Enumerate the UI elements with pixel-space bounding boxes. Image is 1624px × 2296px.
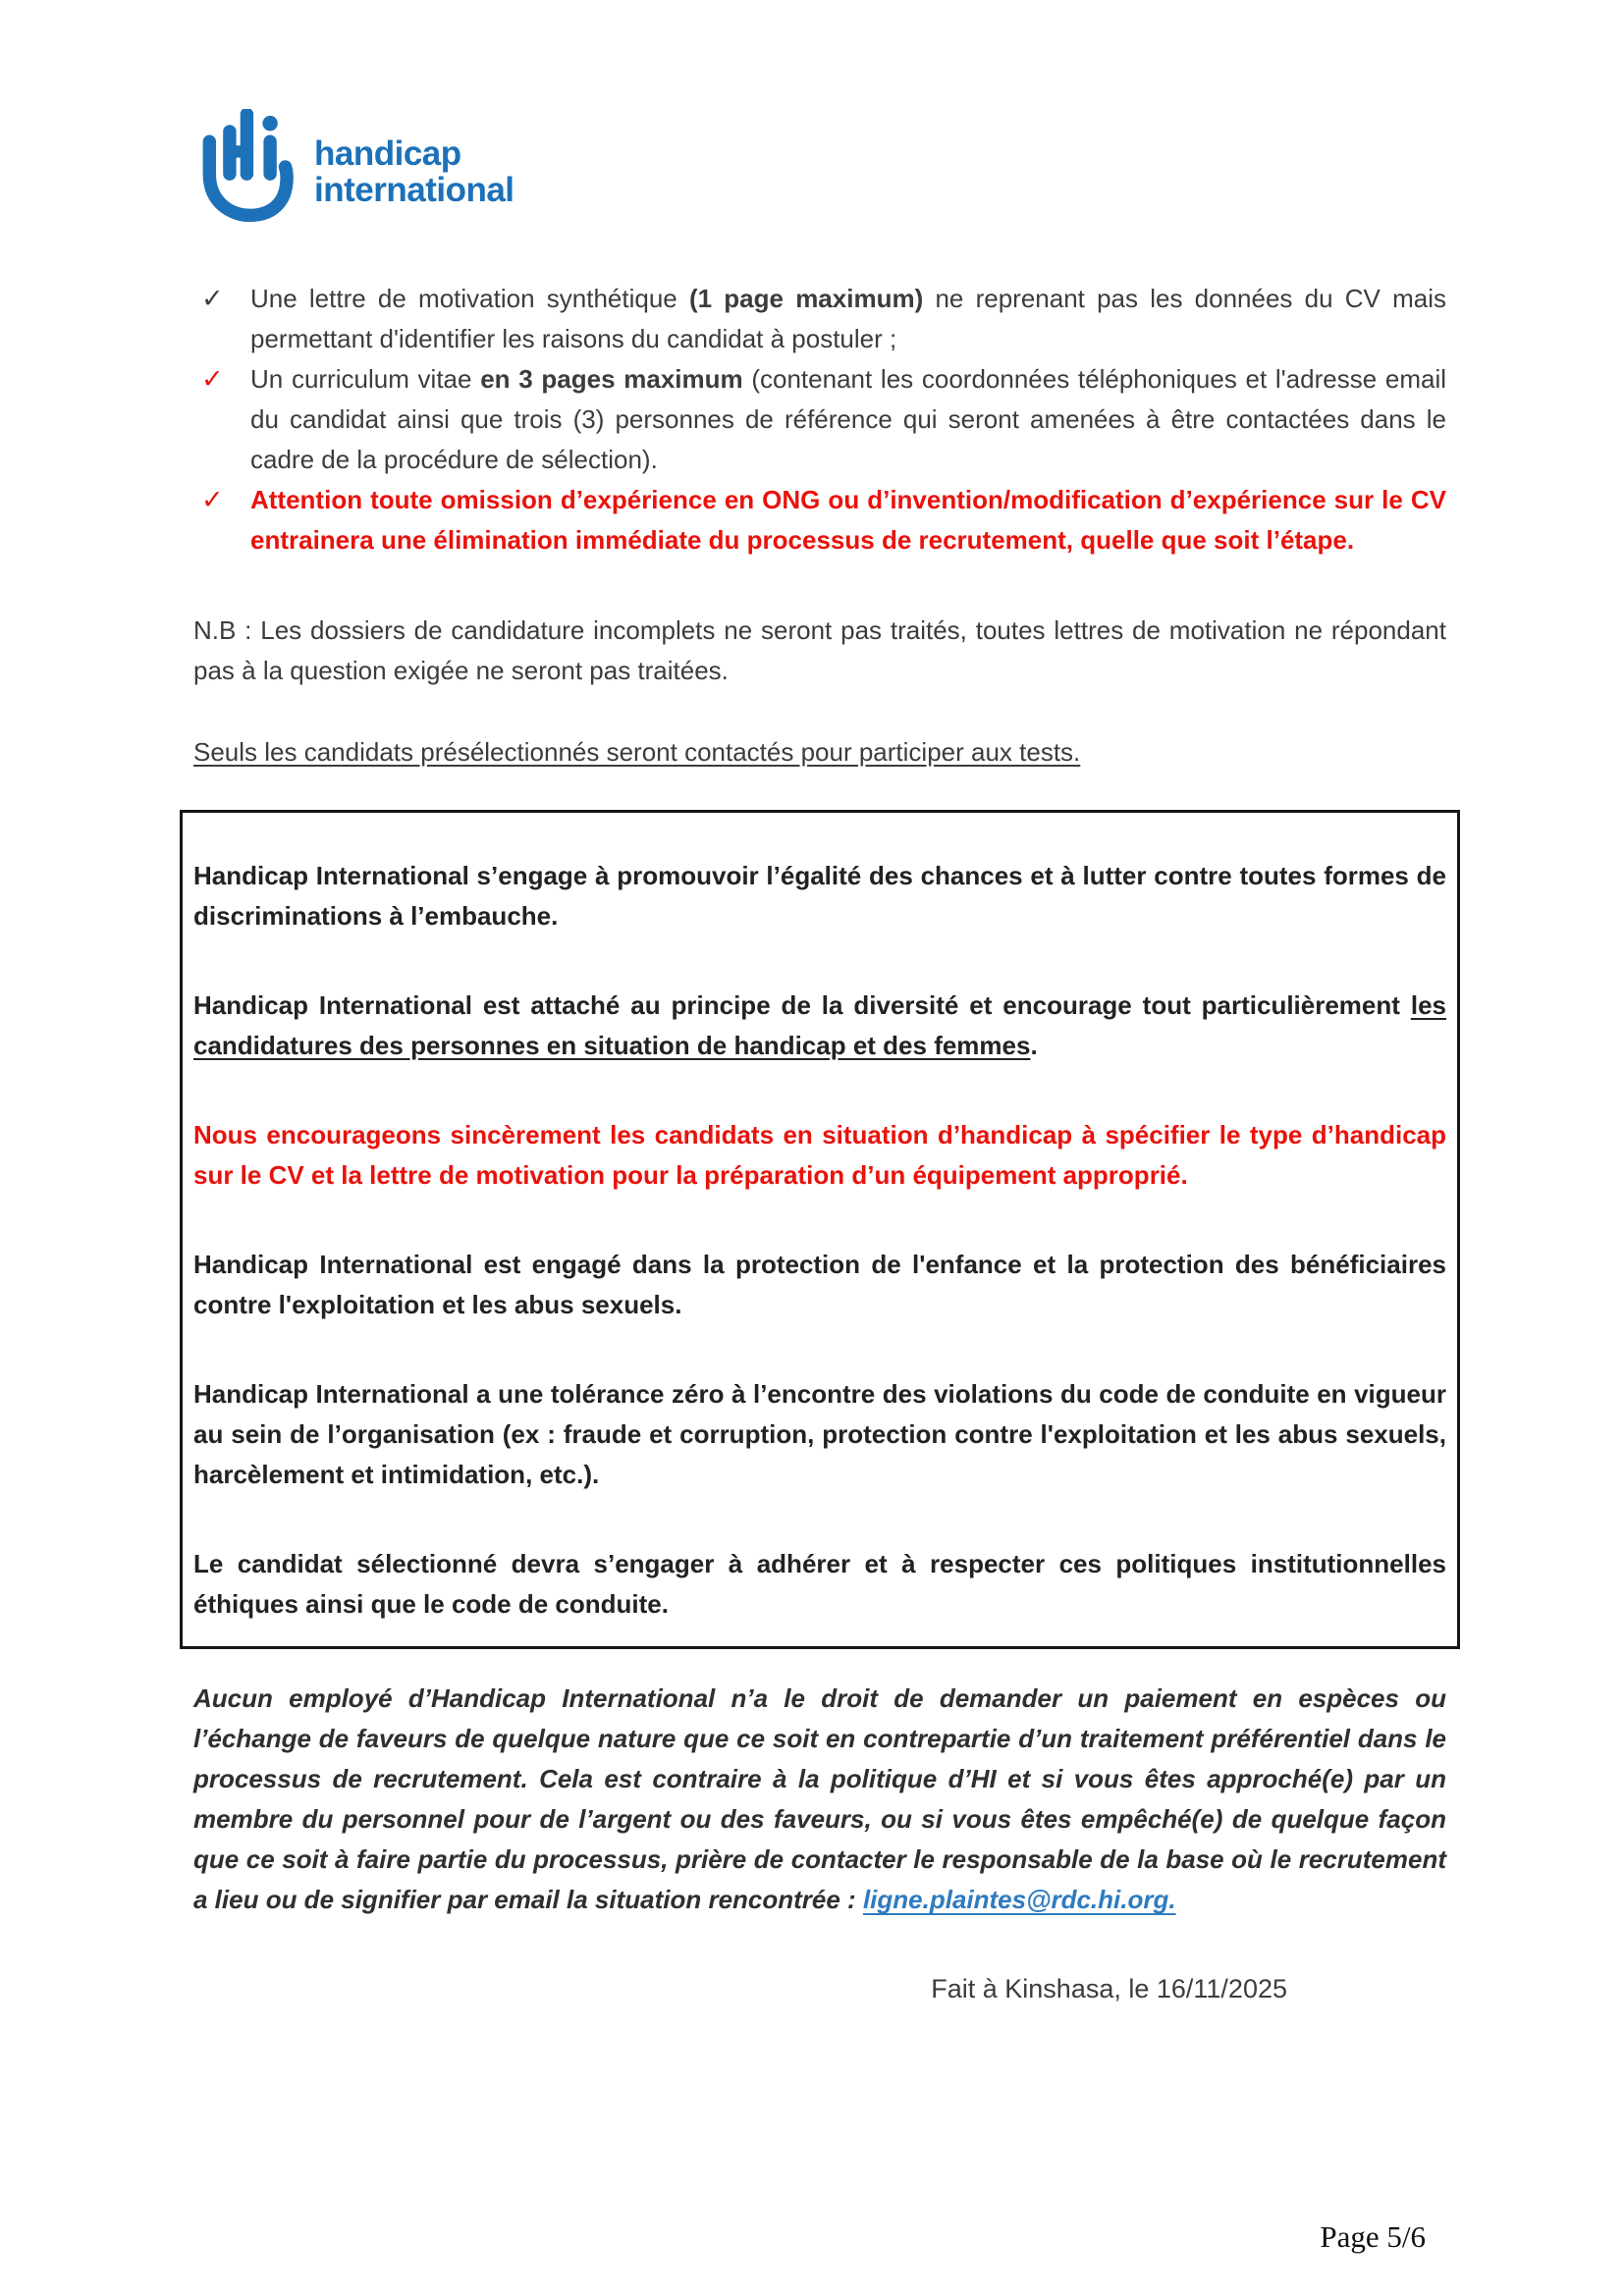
dateline: Fait à Kinshasa, le 16/11/2025 [931,1974,1287,2003]
checklist-item-warning-text: Attention toute omission d’expérience en ONG ou d’invention/modification d’expérience sur le CV entrainera une élimination immédiate du processus de recrutement, quelle que soit l’étape. [250,485,1446,555]
page-number: Page 5/6 [1320,2219,1426,2254]
logo-word-international: international [314,170,514,209]
hi-hand-icon [199,109,300,229]
logo [199,106,1446,231]
preselection-note [193,732,1446,773]
text-segment: Handicap International est attaché au principe de la diversité et encourage tout particulièrement [193,990,1411,1020]
disability-equipment-paragraph: Nous encourageons sincèrement les candidats en situation d’handicap à spécifier le type d’handicap sur le CV et la lettre de motivation pour la préparation d’un équipement approprié. [193,1120,1446,1190]
text-segment: . [1030,1031,1038,1060]
checkmark-icon: ✓ [201,364,224,394]
code-of-conduct-paragraph: Le candidat sélectionné devra s’engager à adhérer et à respecter ces politiques institutionnelles éthiques ainsi que le code de conduite. [193,1549,1446,1619]
zero-tolerance-paragraph: Handicap International a une tolérance zéro à l’encontre des violations du code de conduite en vigueur au sein de l’organisation (ex : fraude et corruption, protection contre l'exploitation et les abus sexuels, harcèlement et intimidation, etc.). [193,1379,1446,1489]
text-segment: Un curriculum vitae [250,364,481,394]
commitments-box [180,810,1460,1649]
anti-corruption-notice [193,1679,1446,1920]
checkmark-icon: ✓ [201,284,224,313]
text-segment: Une lettre de motivation synthétique [250,284,689,313]
equal-opportunity-paragraph: Handicap International s’engage à promouvoir l’égalité des chances et à lutter contre toutes formes de discriminations à l’embauche. [193,861,1446,931]
text-segment-bold: en 3 pages maximum [480,364,743,394]
text-segment: ne reprenant pas les données du CV mais permettant d'identifier les raisons du candidat à postuler ; [250,284,1446,353]
checklist-item-warning [193,480,1446,561]
checklist-item-text [250,359,1446,480]
text-segment-bold: (1 page maximum) [688,284,924,313]
checklist-item-motivation-letter [193,279,1446,359]
complaints-email-link[interactable]: ligne.plaintes@rdc.hi.org. [862,1885,1176,1914]
checkmark-icon: ✓ [201,485,224,514]
child-protection-paragraph: Handicap International est engagé dans la protection de l'enfance et la protection des bénéficiaires contre l'exploitation et les abus sexuels. [193,1250,1446,1319]
text-segment: (contenant les coordonnées téléphoniques et l'adresse email du candidat ainsi que trois (3) personnes de référence qui seront amenées à être contactées dans le cadre de la procédure de sélection). [250,364,1446,474]
diversity-paragraph [193,986,1446,1066]
checklist-item-cv [193,359,1446,480]
text-segment: Aucun employé d’Handicap International n’a le droit de demander un paiement en espèces ou l’échange de faveurs de quelque nature que ce soit en contrepartie d’un traitement préférentiel dans le processus de recrutement. Cela est contraire à la politique d’HI et si vous êtes approché(e) par un membre du personnel pour de l’argent ou des faveurs, ou si vous êtes empêché(e) de quelque façon que ce soit à faire partie du processus, prière de contacter le responsable de la base où le recrutement a lieu ou de signifier par email la situation rencontrée : [193,1683,1446,1914]
nb-note: N.B : Les dossiers de candidature incomplets ne seront pas traités, toutes lettres de motivation ne répondant pas à la question exigée ne seront pas traitées. [193,615,1446,685]
application-checklist [193,279,1446,561]
logo-wordmark [314,135,514,208]
preselection-note-text: Seuls les candidats présélectionnés seront contactés pour participer aux tests. [193,737,1081,767]
text-segment-underlined: les candidatures des personnes en situation de handicap et des femmes [193,990,1446,1060]
logo-word-handicap: handicap [314,133,461,173]
checklist-item-text [250,279,1446,359]
